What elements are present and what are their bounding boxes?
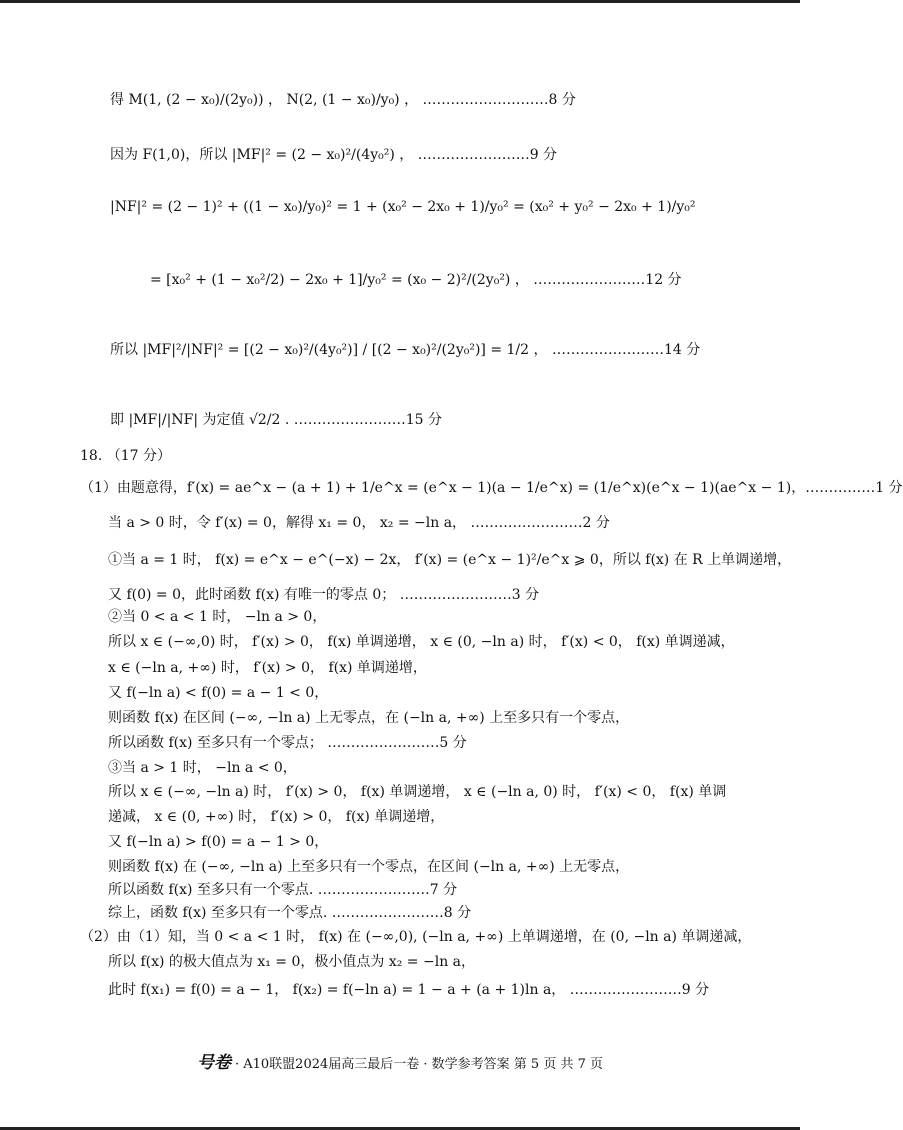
answer-line-l4: = [x₀² + (1 − x₀²/2) − 2x₀ + 1]/y₀² = (x₀ − 2)²/(2y₀²) ， ……………………12 分 [150, 272, 682, 288]
footer-logo: 号卷 [196, 1053, 231, 1073]
answer-line-l16: 则函数 f(x) 在区间 (−∞, −ln a) 上无零点，在 (−ln a, +∞) 上至多只有一个零点， [108, 710, 630, 726]
answer-line-l17: 所以函数 f(x) 至多只有一个零点； ……………………5 分 [108, 735, 467, 751]
page-footer [0, 1048, 800, 1073]
answer-line-l2: 因为 F(1,0)，所以 |MF|² = (2 − x₀)²/(4y₀²) ， ……………………9 分 [110, 147, 558, 163]
answer-line-l12: ②当 0 < a < 1 时， −ln a > 0， [108, 609, 327, 625]
answer-line-l14: x ∈ (−ln a, +∞) 时， f′(x) > 0， f(x) 单调递增， [108, 660, 427, 676]
answer-line-l8: （1）由题意得，f′(x) = ae^x − (a + 1) + 1/e^x = (e^x − 1)(a − 1/e^x) = (1/e^x)(e^x − 1)(ae^x − 1)，……………1 分 [80, 480, 903, 496]
top-border [0, 0, 800, 3]
answer-line-l26: 所以 f(x) 的极大值点为 x₁ = 0，极小值点为 x₂ = −ln a， [108, 954, 476, 970]
answer-line-l15: 又 f(−ln a) < f(0) = a − 1 < 0， [108, 685, 329, 701]
answer-line-l1: 得 M(1, (2 − x₀)/(2y₀)) ， N(2, (1 − x₀)/y₀) ， ………………………8 分 [110, 92, 576, 108]
answer-line-l11: 又 f(0) = 0，此时函数 f(x) 有唯一的零点 0； ……………………3 分 [108, 587, 540, 603]
answer-line-l19: 所以 x ∈ (−∞, −ln a) 时， f′(x) > 0， f(x) 单调递增， x ∈ (−ln a, 0) 时， f′(x) < 0， f(x) 单调 [108, 784, 727, 800]
answer-line-l5: 所以 |MF|²/|NF|² = [(2 − x₀)²/(4y₀²)] / [(2 − x₀)²/(2y₀²)] = 1/2 ， ……………………14 分 [110, 342, 701, 358]
answer-line-l27: 此时 f(x₁) = f(0) = a − 1， f(x₂) = f(−ln a) = 1 − a + (a + 1)ln a， ……………………9 分 [108, 982, 710, 998]
answer-line-l21: 又 f(−ln a) > f(0) = a − 1 > 0， [108, 834, 329, 850]
answer-line-l22: 则函数 f(x) 在 (−∞, −ln a) 上至多只有一个零点，在区间 (−ln a, +∞) 上无零点， [108, 859, 630, 875]
answer-line-l24: 综上，函数 f(x) 至多只有一个零点. ……………………8 分 [108, 905, 472, 921]
answer-line-l13: 所以 x ∈ (−∞,0) 时， f′(x) > 0， f(x) 单调递增， x ∈ (0, −ln a) 时， f′(x) < 0， f(x) 单调递减， [108, 634, 735, 650]
answer-line-l10: ①当 a = 1 时， f(x) = e^x − e^(−x) − 2x， f′(x) = (e^x − 1)²/e^x ⩾ 0，所以 f(x) 在 R 上单调递增， [108, 552, 792, 568]
answer-line-l23: 所以函数 f(x) 至多只有一个零点. ……………………7 分 [108, 882, 458, 898]
answer-line-l25: （2）由（1）知，当 0 < a < 1 时， f(x) 在 (−∞,0), (−ln a, +∞) 上单调递增，在 (0, −ln a) 单调递减， [80, 929, 752, 945]
answer-line-l3: |NF|² = (2 − 1)² + ((1 − x₀)/y₀)² = 1 + (x₀² − 2x₀ + 1)/y₀² = (x₀² + y₀² − 2x₀ + 1)/y₀² [110, 199, 696, 215]
footer-text: · A10联盟2024届高三最后一卷 · 数学参考答案 第 5 页 共 7 页 [234, 1057, 603, 1072]
answer-line-l20: 递减， x ∈ (0, +∞) 时， f′(x) > 0， f(x) 单调递增， [108, 809, 445, 825]
answer-line-l18: ③当 a > 1 时， −ln a < 0， [108, 760, 297, 776]
question-heading-18: 18. （17 分） [80, 448, 171, 464]
answer-line-l6: 即 |MF|/|NF| 为定值 √2/2 . ……………………15 分 [110, 412, 443, 428]
answer-line-l9: 当 a > 0 时，令 f′(x) = 0，解得 x₁ = 0， x₂ = −ln a， ……………………2 分 [108, 515, 610, 531]
